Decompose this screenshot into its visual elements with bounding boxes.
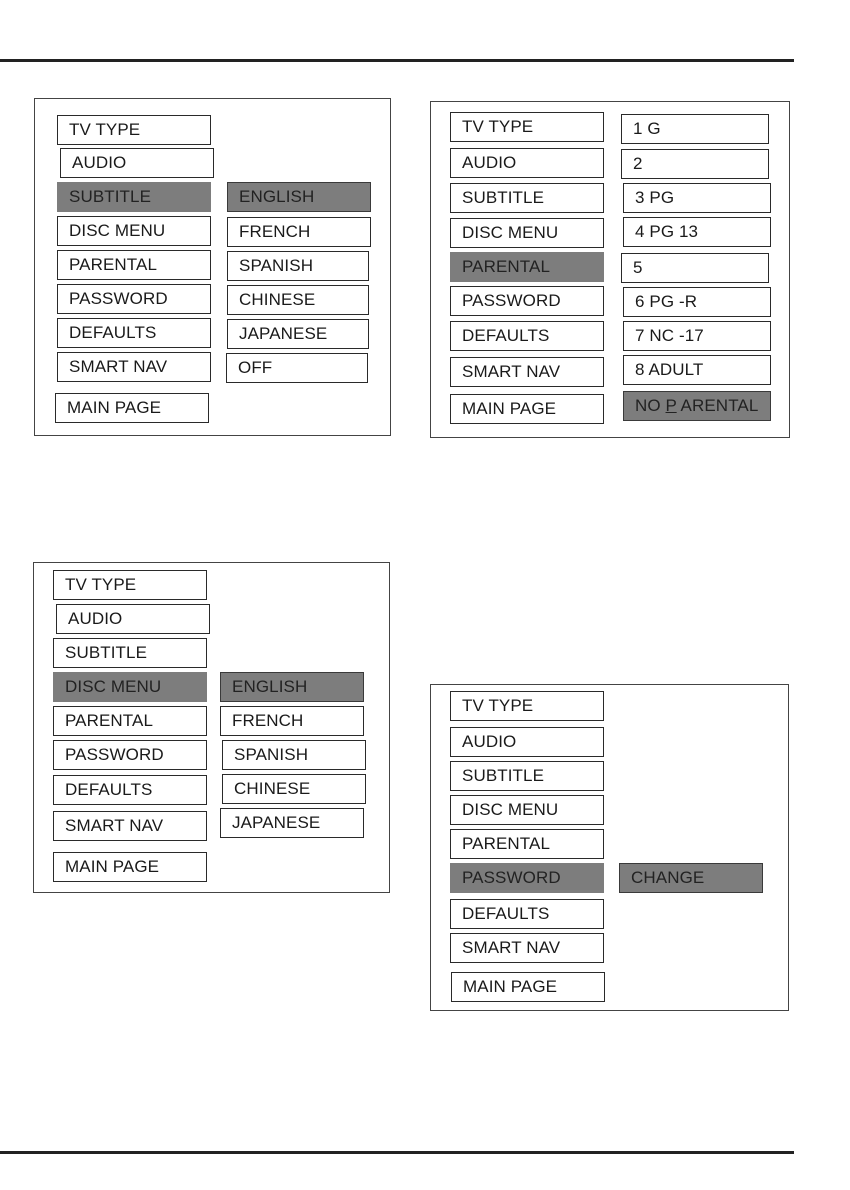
parental-level-5[interactable]: 5 (621, 253, 769, 283)
menu-item-defaults[interactable]: DEFAULTS (57, 318, 211, 348)
disc-menu-option-english[interactable]: ENGLISH (220, 672, 364, 702)
disc-menu-panel (33, 562, 390, 893)
menu-item-audio[interactable]: AUDIO (450, 148, 604, 178)
disc-menu-option-japanese[interactable]: JAPANESE (220, 808, 364, 838)
subtitle-option-off[interactable]: OFF (226, 353, 368, 383)
parental-menu-panel (430, 101, 790, 438)
menu-item-audio[interactable]: AUDIO (56, 604, 210, 634)
menu-item-password[interactable]: PASSWORD (450, 286, 604, 316)
parental-level-2[interactable]: 2 (621, 149, 769, 179)
menu-item-defaults[interactable]: DEFAULTS (450, 899, 604, 929)
subtitle-option-japanese[interactable]: JAPANESE (227, 319, 369, 349)
parental-level-6[interactable]: 6 PG -R (623, 287, 771, 317)
menu-item-smart-nav[interactable]: SMART NAV (450, 357, 604, 387)
parental-level-7[interactable]: 7 NC -17 (623, 321, 771, 351)
menu-item-disc-menu[interactable]: DISC MENU (450, 218, 604, 248)
menu-item-tv-type[interactable]: TV TYPE (450, 112, 604, 142)
menu-item-disc-menu[interactable]: DISC MENU (53, 672, 207, 702)
menu-item-parental[interactable]: PARENTAL (57, 250, 211, 280)
subtitle-option-english[interactable]: ENGLISH (227, 182, 371, 212)
menu-item-audio[interactable]: AUDIO (450, 727, 604, 757)
no-parental-text-underlined: P (665, 396, 677, 415)
menu-item-password[interactable]: PASSWORD (450, 863, 604, 893)
menu-item-smart-nav[interactable]: SMART NAV (450, 933, 604, 963)
menu-item-subtitle[interactable]: SUBTITLE (450, 761, 604, 791)
menu-item-smart-nav[interactable]: SMART NAV (57, 352, 211, 382)
no-parental-text-before: NO (635, 396, 666, 415)
password-change-option[interactable]: CHANGE (619, 863, 763, 893)
menu-item-password[interactable]: PASSWORD (53, 740, 207, 770)
menu-item-subtitle[interactable]: SUBTITLE (53, 638, 207, 668)
parental-level-8[interactable]: 8 ADULT (623, 355, 771, 385)
bottom-rule (0, 1151, 794, 1154)
menu-item-audio[interactable]: AUDIO (60, 148, 214, 178)
menu-item-subtitle[interactable]: SUBTITLE (450, 183, 604, 213)
menu-item-tv-type[interactable]: TV TYPE (53, 570, 207, 600)
menu-item-smart-nav[interactable]: SMART NAV (53, 811, 207, 841)
no-parental-option[interactable] (623, 391, 771, 421)
menu-item-disc-menu[interactable]: DISC MENU (57, 216, 211, 246)
disc-menu-option-chinese[interactable]: CHINESE (222, 774, 366, 804)
menu-item-parental[interactable]: PARENTAL (450, 252, 604, 282)
password-menu-panel (430, 684, 789, 1011)
menu-item-tv-type[interactable]: TV TYPE (450, 691, 604, 721)
subtitle-option-spanish[interactable]: SPANISH (227, 251, 369, 281)
menu-item-tv-type[interactable]: TV TYPE (57, 115, 211, 145)
no-parental-text-after: ARENTAL (676, 396, 759, 415)
parental-level-4[interactable]: 4 PG 13 (623, 217, 771, 247)
top-rule (0, 59, 794, 62)
menu-item-parental[interactable]: PARENTAL (53, 706, 207, 736)
subtitle-menu-panel (34, 98, 391, 436)
menu-item-password[interactable]: PASSWORD (57, 284, 211, 314)
menu-item-subtitle[interactable]: SUBTITLE (57, 182, 211, 212)
menu-item-disc-menu[interactable]: DISC MENU (450, 795, 604, 825)
subtitle-option-french[interactable]: FRENCH (227, 217, 371, 247)
menu-item-parental[interactable]: PARENTAL (450, 829, 604, 859)
disc-menu-option-french[interactable]: FRENCH (220, 706, 364, 736)
menu-item-main-page[interactable]: MAIN PAGE (53, 852, 207, 882)
subtitle-option-chinese[interactable]: CHINESE (227, 285, 369, 315)
disc-menu-option-spanish[interactable]: SPANISH (222, 740, 366, 770)
menu-item-main-page[interactable]: MAIN PAGE (451, 972, 605, 1002)
menu-item-defaults[interactable]: DEFAULTS (53, 775, 207, 805)
parental-level-1[interactable]: 1 G (621, 114, 769, 144)
menu-item-defaults[interactable]: DEFAULTS (450, 321, 604, 351)
menu-item-main-page[interactable]: MAIN PAGE (450, 394, 604, 424)
menu-item-main-page[interactable]: MAIN PAGE (55, 393, 209, 423)
parental-level-3[interactable]: 3 PG (623, 183, 771, 213)
